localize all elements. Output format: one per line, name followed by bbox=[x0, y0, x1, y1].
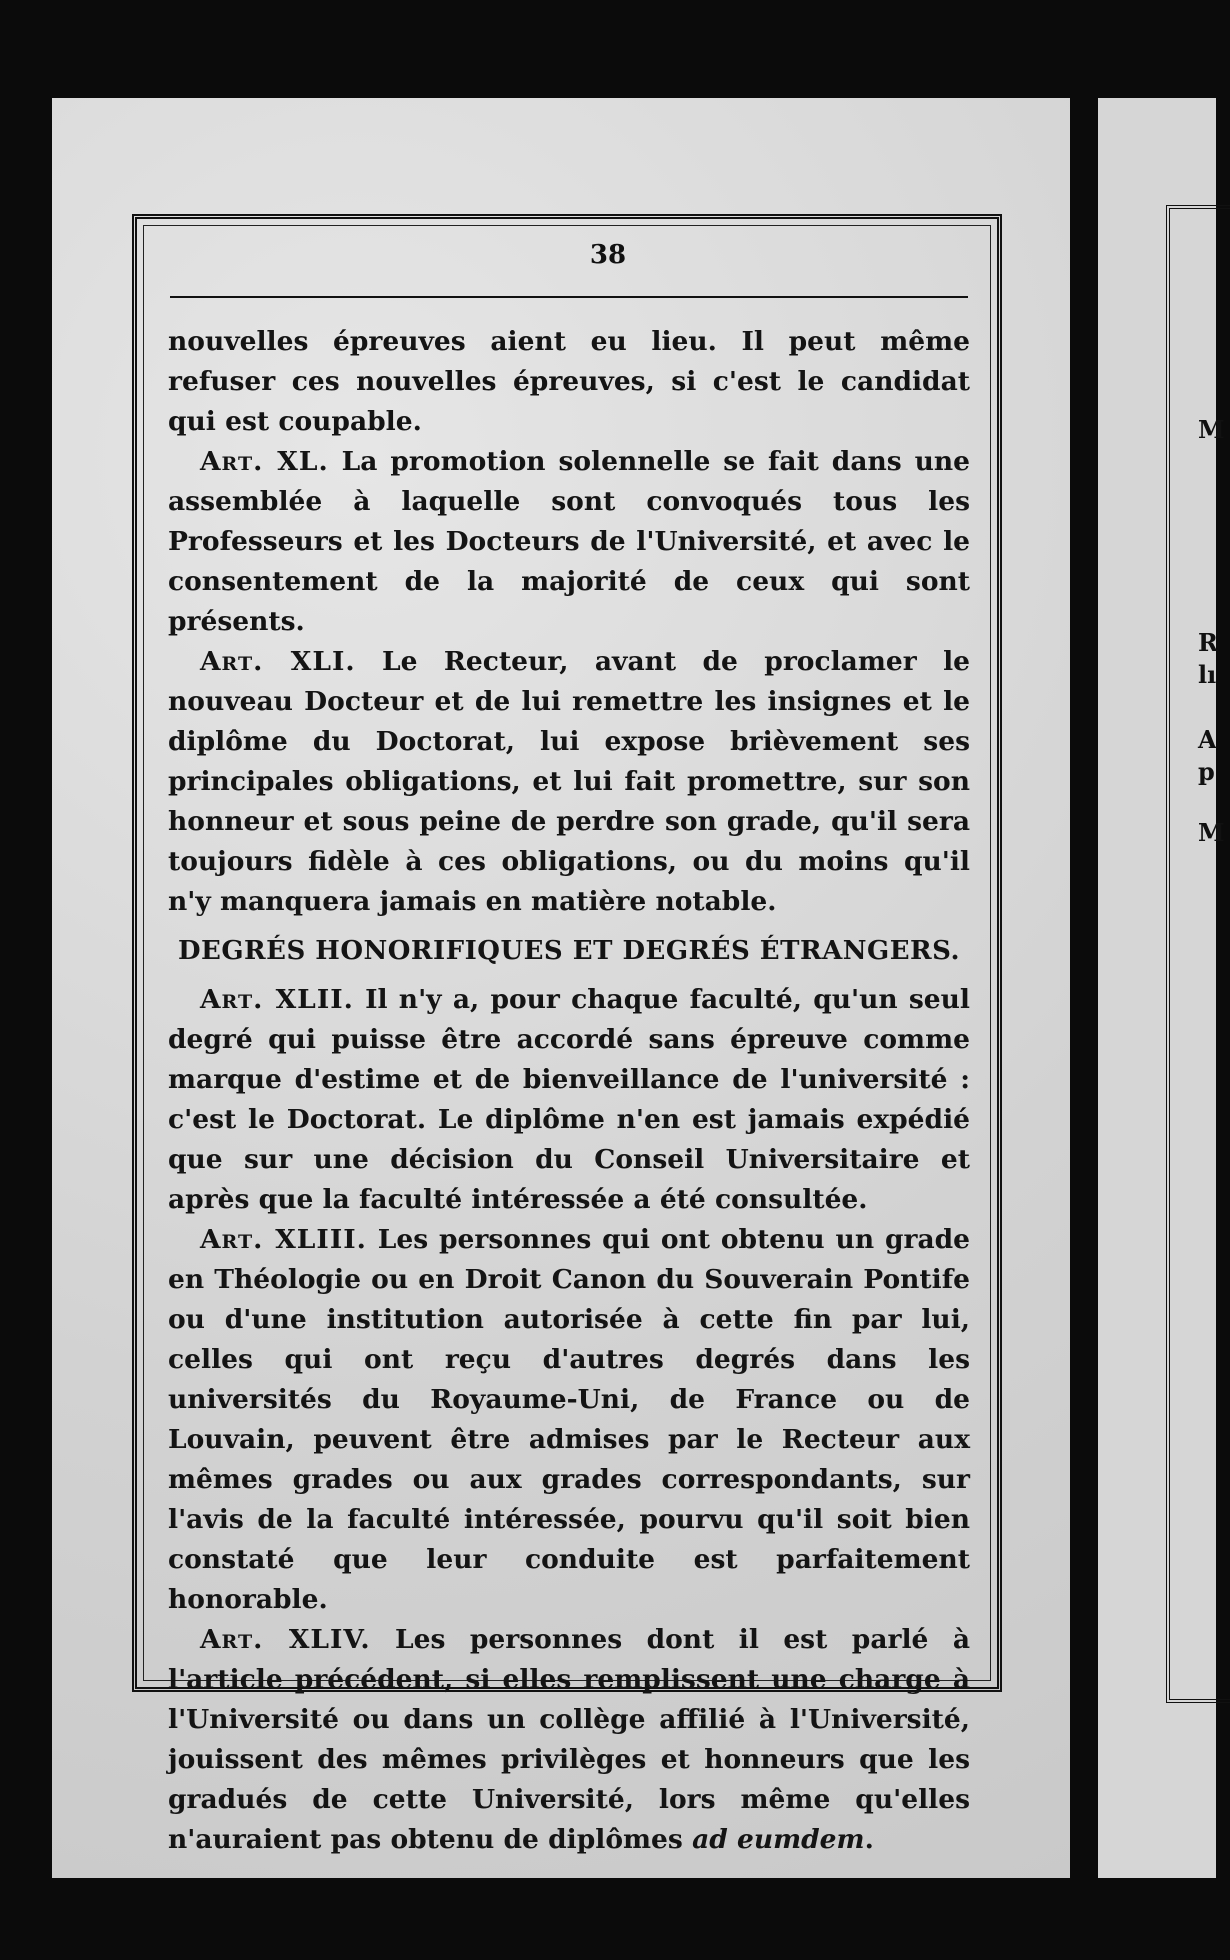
header-rule bbox=[170, 296, 968, 298]
facing-page-letter: R bbox=[1198, 628, 1218, 657]
article-xlii bbox=[168, 980, 970, 1220]
article-text: Il n'y a, pour chaque faculté, qu'un seul degré qui puisse être accordé sans épreuve comme marque d'estime et de bienveillance de l'université : c'est le Doctorat. Le diplôme n'en est jamais expédié que sur une décision du Conseil Universitaire et après que la faculté intéressée a été consultée. bbox=[168, 984, 970, 1215]
facing-page-letter: A bbox=[1198, 725, 1217, 754]
article-label: Art. XL. bbox=[200, 446, 329, 477]
facing-page-letter: lı bbox=[1198, 660, 1217, 689]
article-end: . bbox=[864, 1824, 874, 1855]
article-label: Art. XLIII. bbox=[200, 1224, 367, 1255]
article-text: Le Recteur, avant de proclamer le nouveau Docteur et de lui remettre les insignes et le diplôme du Doctorat, lui expose brièvement ses principales obligations, et lui fait promettre, sur son honneur et sous peine de perdre son grade, qu'il sera toujours fidèle à ces obligations, ou du moins qu'il n'y manquera jamais en matière notable. bbox=[168, 646, 970, 917]
article-xli bbox=[168, 642, 970, 922]
article-xliv bbox=[168, 1620, 970, 1860]
article-text: La promotion solennelle se fait dans une assemblée à laquelle sont convoqués tous les Professeurs et les Docteurs de l'Université, et avec le consentement de la majorité de ceux qui sont présents. bbox=[168, 446, 971, 637]
article-xliii bbox=[168, 1220, 970, 1620]
paragraph-continuation: nouvelles épreuves aient eu lieu. Il peut même refuser ces nouvelles épreuves, si c'est le candidat qui est coupable. bbox=[168, 326, 970, 437]
article-label: Art. XLI. bbox=[200, 646, 356, 677]
article-text: Les personnes qui ont obtenu un grade en Théologie ou en Droit Canon du Souverain Pontife ou d'une institution autorisée à cette fin par lui, celles qui ont reçu d'autres degrés dans les universités du Royaume-Uni, de France ou de Louvain, peuvent être admises par le Recteur aux mêmes grades ou aux grades correspondants, sur l'avis de la faculté intéressée, pourvu qu'il soit bien constaté que leur conduite est parfaitement honorable. bbox=[168, 1224, 970, 1615]
article-xl bbox=[168, 442, 970, 642]
facing-page-letter: M bbox=[1198, 818, 1225, 847]
body-text bbox=[168, 322, 970, 1860]
article-label: Art. XLIV. bbox=[200, 1624, 371, 1655]
article-text: Les personnes dont il est parlé à l'article précédent, si elles remplissent une charge à l'Université ou dans un collège affilié à l'Université, jouissent des mêmes privilèges et honneurs que les gradués de cette Université, lors même qu'elles n'auraient pas obtenu de diplômes bbox=[168, 1624, 970, 1855]
facing-page-letter: M bbox=[1198, 415, 1225, 444]
facing-page-letter: p bbox=[1198, 757, 1215, 786]
article-italic-phrase: ad eumdem bbox=[692, 1824, 865, 1855]
page-number: 38 bbox=[589, 240, 627, 270]
section-heading: DEGRÉS HONORIFIQUES ET DEGRÉS ÉTRANGERS. bbox=[177, 936, 961, 966]
article-label: Art. XLII. bbox=[200, 984, 354, 1015]
